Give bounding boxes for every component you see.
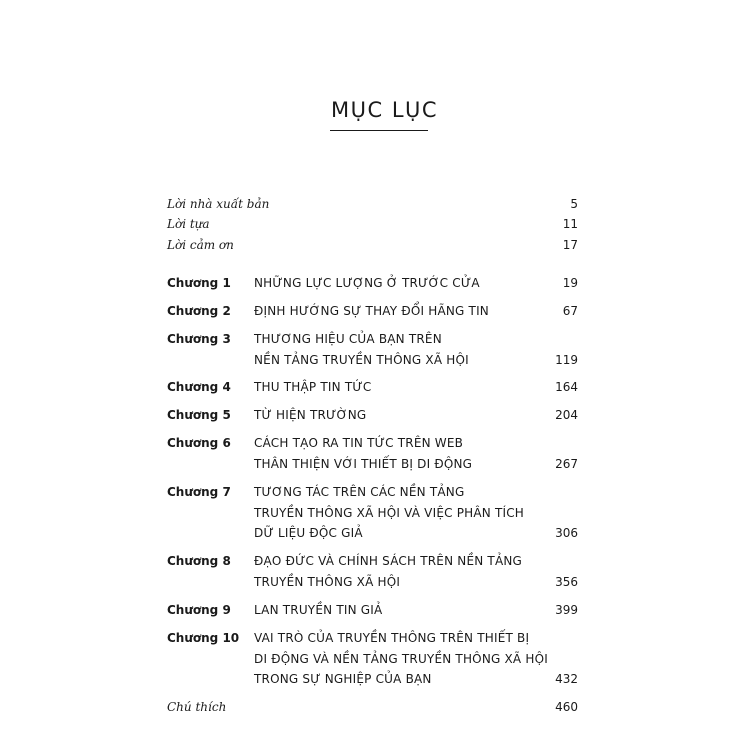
chapter-number: Chương 4 (167, 380, 231, 394)
chapter-entry (167, 301, 578, 322)
entry-page: 11 (562, 217, 578, 231)
chapter-title (254, 377, 544, 398)
chapter-number: Chương 2 (167, 304, 231, 318)
chapter-number: Chương 7 (167, 485, 231, 499)
chapter-title-line: DỮ LIỆU ĐỘC GIẢ (254, 526, 363, 540)
chapter-title (254, 301, 544, 322)
chapter-title (254, 273, 544, 294)
chapter-page: 267 (555, 456, 578, 471)
chapter-page: 399 (555, 603, 578, 617)
chapter-number: Chương 6 (167, 436, 231, 450)
chapter-title (254, 551, 544, 592)
chapter-entry (167, 551, 578, 593)
chapter-entry (167, 273, 578, 294)
chapter-title-line: THƯƠNG HIỆU CỦA BẠN TRÊN (254, 332, 442, 346)
title-underline (330, 130, 428, 131)
front-matter-entry (167, 194, 578, 214)
chapter-title-line: TỪ HIỆN TRƯỜNG (254, 408, 367, 422)
chapter-title (254, 482, 544, 544)
entry-label: Lời cảm ơn (167, 238, 234, 252)
chapter-entry (167, 600, 578, 621)
chapter-entry (167, 329, 578, 371)
chapter-page: 432 (555, 672, 578, 686)
chapter-page: 306 (555, 526, 578, 540)
chapter-title (254, 405, 544, 426)
entry-page: 5 (570, 197, 578, 211)
chapter-title-line: LAN TRUYỀN TIN GIẢ (254, 603, 383, 617)
page-title: MỤC LỤC (331, 98, 439, 122)
chapter-page: 119 (555, 352, 578, 367)
entry-label: Chú thích (167, 700, 227, 714)
chapter-title-line: TRUYỀN THÔNG XÃ HỘI VÀ VIỆC PHÂN TÍCH (254, 505, 525, 520)
chapter-title-line: TRUYỀN THÔNG XÃ HỘI (254, 574, 401, 589)
back-matter-entry (167, 697, 578, 717)
chapter-title-line: VAI TRÒ CỦA TRUYỀN THÔNG TRÊN THIẾT BỊ (254, 631, 530, 645)
chapter-entry (167, 405, 578, 426)
chapter-number: Chương 1 (167, 276, 231, 290)
chapter-page: 67 (562, 304, 578, 318)
chapter-title (254, 433, 544, 474)
front-matter-entry (167, 214, 578, 234)
chapter-entry (167, 628, 578, 690)
chapter-title-line: NỀN TẢNG TRUYỀN THÔNG XÃ HỘI (254, 352, 469, 367)
chapter-title-line: ĐỊNH HƯỚNG SỰ THAY ĐỔI HÃNG TIN (254, 304, 489, 318)
chapter-title-line: DI ĐỘNG VÀ NỀN TẢNG TRUYỀN THÔNG XÃ HỘI (254, 651, 548, 666)
chapter-number: Chương 10 (167, 631, 240, 645)
chapter-page: 19 (562, 276, 578, 290)
entry-page: 460 (555, 700, 578, 714)
chapter-number: Chương 5 (167, 408, 231, 422)
chapter-title-line: NHỮNG LỰC LƯỢNG Ở TRƯỚC CỬA (254, 276, 480, 290)
chapter-title (254, 329, 544, 370)
chapter-title-line: ĐẠO ĐỨC VÀ CHÍNH SÁCH TRÊN NỀN TẢNG (254, 554, 523, 568)
chapter-title (254, 600, 544, 621)
front-matter-entry (167, 235, 578, 255)
chapter-entry (167, 377, 578, 398)
chapter-page: 356 (555, 574, 578, 589)
chapter-title-line: TƯƠNG TÁC TRÊN CÁC NỀN TẢNG (254, 485, 465, 499)
chapter-title-line: THÂN THIỆN VỚI THIẾT BỊ DI ĐỘNG (254, 456, 473, 471)
chapter-number: Chương 9 (167, 603, 231, 617)
chapter-number: Chương 8 (167, 554, 231, 568)
chapter-title-line: TRONG SỰ NGHIỆP CỦA BẠN (254, 672, 432, 686)
chapter-number: Chương 3 (167, 332, 231, 346)
entry-label: Lời nhà xuất bản (167, 197, 270, 211)
chapter-entry (167, 433, 578, 475)
chapter-entry (167, 482, 578, 544)
chapter-title (254, 628, 548, 690)
chapter-title-line: CÁCH TẠO RA TIN TỨC TRÊN WEB (254, 436, 464, 450)
chapter-page: 204 (555, 408, 578, 422)
entry-page: 17 (562, 238, 578, 252)
chapter-title-line: THU THẬP TIN TỨC (254, 380, 372, 394)
chapter-page: 164 (555, 380, 578, 394)
entry-label: Lời tựa (167, 217, 210, 231)
